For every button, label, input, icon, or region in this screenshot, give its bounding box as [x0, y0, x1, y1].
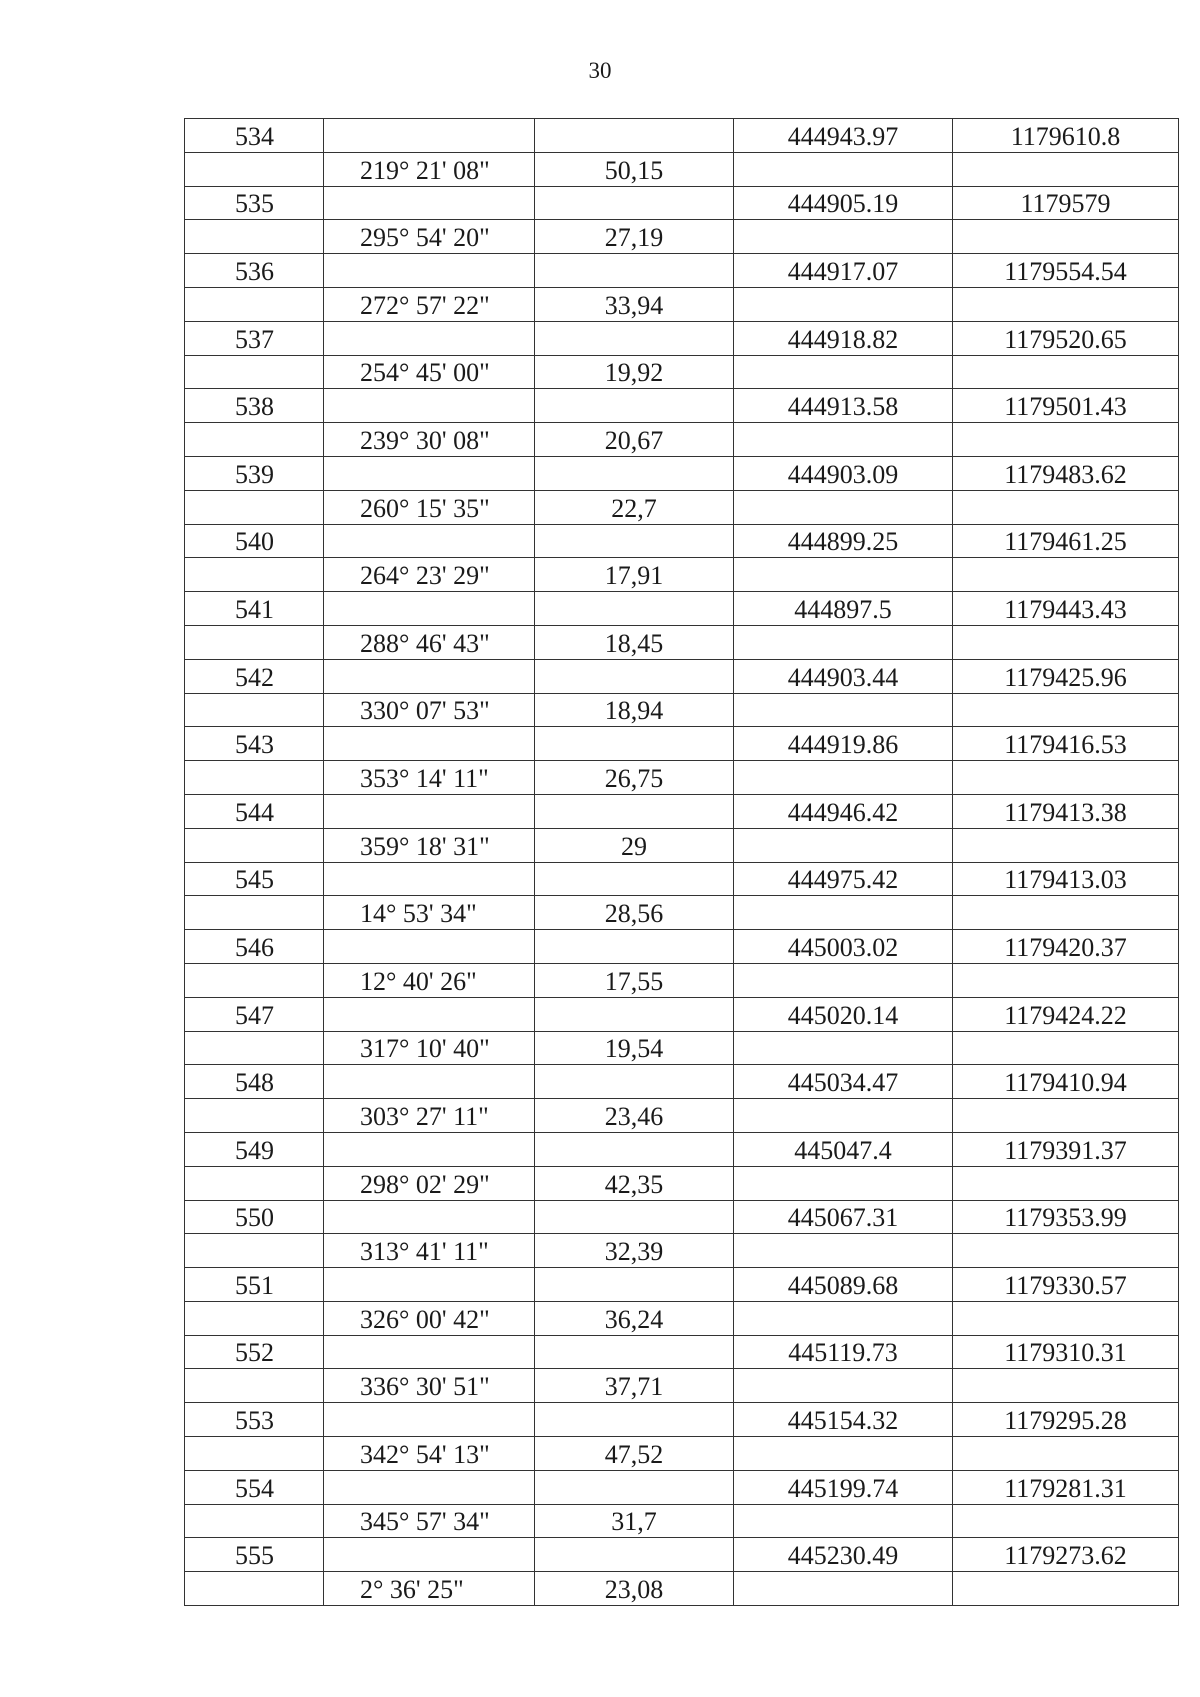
x-coordinate-cell: 445089.68	[734, 1268, 953, 1302]
direction-angle-cell: 345° 57' 34"	[324, 1504, 535, 1538]
empty-cell	[324, 119, 535, 153]
empty-cell	[734, 1166, 953, 1200]
empty-cell	[324, 321, 535, 355]
direction-angle-cell: 2° 36' 25"	[324, 1572, 535, 1606]
point-row	[185, 997, 1179, 1031]
empty-cell	[535, 1132, 734, 1166]
empty-cell	[953, 963, 1179, 997]
direction-angle-cell: 260° 15' 35"	[324, 490, 535, 524]
x-coordinate-cell: 444913.58	[734, 389, 953, 423]
point-row	[185, 727, 1179, 761]
point-number-cell: 537	[185, 321, 324, 355]
empty-cell	[535, 930, 734, 964]
distance-cell: 29	[535, 828, 734, 862]
x-coordinate-cell: 445067.31	[734, 1200, 953, 1234]
empty-cell	[535, 119, 734, 153]
empty-cell	[734, 693, 953, 727]
empty-cell	[953, 693, 1179, 727]
empty-cell	[185, 1572, 324, 1606]
distance-cell: 33,94	[535, 287, 734, 321]
distance-cell: 22,7	[535, 490, 734, 524]
segment-row	[185, 1369, 1179, 1403]
x-coordinate-cell: 445047.4	[734, 1132, 953, 1166]
empty-cell	[734, 220, 953, 254]
empty-cell	[324, 1268, 535, 1302]
point-number-cell: 551	[185, 1268, 324, 1302]
empty-cell	[535, 1335, 734, 1369]
point-number-cell: 539	[185, 456, 324, 490]
empty-cell	[953, 152, 1179, 186]
distance-cell: 32,39	[535, 1234, 734, 1268]
segment-row	[185, 625, 1179, 659]
point-number-cell: 538	[185, 389, 324, 423]
empty-cell	[953, 1437, 1179, 1471]
direction-angle-cell: 239° 30' 08"	[324, 423, 535, 457]
segment-row	[185, 1166, 1179, 1200]
distance-cell: 36,24	[535, 1301, 734, 1335]
point-row	[185, 1538, 1179, 1572]
segment-row	[185, 1031, 1179, 1065]
y-coordinate-cell: 1179281.31	[953, 1470, 1179, 1504]
x-coordinate-cell: 444917.07	[734, 254, 953, 288]
y-coordinate-cell: 1179273.62	[953, 1538, 1179, 1572]
empty-cell	[535, 794, 734, 828]
empty-cell	[185, 1234, 324, 1268]
point-row	[185, 254, 1179, 288]
distance-cell: 50,15	[535, 152, 734, 186]
y-coordinate-cell: 1179483.62	[953, 456, 1179, 490]
y-coordinate-cell: 1179443.43	[953, 592, 1179, 626]
empty-cell	[185, 1099, 324, 1133]
x-coordinate-cell: 444903.09	[734, 456, 953, 490]
segment-row	[185, 287, 1179, 321]
empty-cell	[535, 1538, 734, 1572]
empty-cell	[535, 254, 734, 288]
direction-angle-cell: 353° 14' 11"	[324, 761, 535, 795]
y-coordinate-cell: 1179424.22	[953, 997, 1179, 1031]
distance-cell: 23,08	[535, 1572, 734, 1606]
point-number-cell: 553	[185, 1403, 324, 1437]
segment-row	[185, 963, 1179, 997]
direction-angle-cell: 326° 00' 42"	[324, 1301, 535, 1335]
y-coordinate-cell: 1179410.94	[953, 1065, 1179, 1099]
distance-cell: 27,19	[535, 220, 734, 254]
empty-cell	[953, 1301, 1179, 1335]
empty-cell	[953, 1099, 1179, 1133]
x-coordinate-cell: 444899.25	[734, 524, 953, 558]
segment-row	[185, 1301, 1179, 1335]
empty-cell	[185, 693, 324, 727]
empty-cell	[953, 558, 1179, 592]
point-number-cell: 534	[185, 119, 324, 153]
empty-cell	[324, 1065, 535, 1099]
point-number-cell: 546	[185, 930, 324, 964]
empty-cell	[734, 558, 953, 592]
empty-cell	[324, 997, 535, 1031]
distance-cell: 31,7	[535, 1504, 734, 1538]
distance-cell: 18,45	[535, 625, 734, 659]
empty-cell	[185, 558, 324, 592]
empty-cell	[185, 152, 324, 186]
direction-angle-cell: 288° 46' 43"	[324, 625, 535, 659]
segment-row	[185, 355, 1179, 389]
empty-cell	[953, 1234, 1179, 1268]
segment-row	[185, 490, 1179, 524]
distance-cell: 28,56	[535, 896, 734, 930]
point-row	[185, 1200, 1179, 1234]
direction-angle-cell: 313° 41' 11"	[324, 1234, 535, 1268]
empty-cell	[535, 1268, 734, 1302]
direction-angle-cell: 12° 40' 26"	[324, 963, 535, 997]
x-coordinate-cell: 445034.47	[734, 1065, 953, 1099]
empty-cell	[734, 423, 953, 457]
direction-angle-cell: 219° 21' 08"	[324, 152, 535, 186]
direction-angle-cell: 272° 57' 22"	[324, 287, 535, 321]
point-number-cell: 554	[185, 1470, 324, 1504]
empty-cell	[535, 524, 734, 558]
empty-cell	[535, 1200, 734, 1234]
y-coordinate-cell: 1179579	[953, 186, 1179, 220]
y-coordinate-cell: 1179420.37	[953, 930, 1179, 964]
x-coordinate-cell: 445230.49	[734, 1538, 953, 1572]
distance-cell: 17,91	[535, 558, 734, 592]
point-number-cell: 543	[185, 727, 324, 761]
empty-cell	[324, 930, 535, 964]
y-coordinate-cell: 1179461.25	[953, 524, 1179, 558]
empty-cell	[734, 1099, 953, 1133]
distance-cell: 17,55	[535, 963, 734, 997]
empty-cell	[953, 1369, 1179, 1403]
distance-cell: 42,35	[535, 1166, 734, 1200]
point-number-cell: 540	[185, 524, 324, 558]
y-coordinate-cell: 1179416.53	[953, 727, 1179, 761]
segment-row	[185, 152, 1179, 186]
y-coordinate-cell: 1179353.99	[953, 1200, 1179, 1234]
empty-cell	[734, 1437, 953, 1471]
point-row	[185, 1132, 1179, 1166]
empty-cell	[185, 625, 324, 659]
segment-row	[185, 1234, 1179, 1268]
empty-cell	[734, 761, 953, 795]
y-coordinate-cell: 1179554.54	[953, 254, 1179, 288]
empty-cell	[535, 1470, 734, 1504]
empty-cell	[535, 186, 734, 220]
empty-cell	[734, 828, 953, 862]
empty-cell	[535, 659, 734, 693]
point-number-cell: 545	[185, 862, 324, 896]
point-number-cell: 542	[185, 659, 324, 693]
empty-cell	[185, 896, 324, 930]
empty-cell	[185, 220, 324, 254]
direction-angle-cell: 336° 30' 51"	[324, 1369, 535, 1403]
distance-cell: 37,71	[535, 1369, 734, 1403]
segment-row	[185, 423, 1179, 457]
segment-row	[185, 1437, 1179, 1471]
empty-cell	[324, 1200, 535, 1234]
empty-cell	[324, 659, 535, 693]
distance-cell: 18,94	[535, 693, 734, 727]
empty-cell	[953, 625, 1179, 659]
point-number-cell: 547	[185, 997, 324, 1031]
y-coordinate-cell: 1179520.65	[953, 321, 1179, 355]
point-row	[185, 862, 1179, 896]
direction-angle-cell: 264° 23' 29"	[324, 558, 535, 592]
empty-cell	[324, 186, 535, 220]
empty-cell	[953, 355, 1179, 389]
point-row	[185, 1065, 1179, 1099]
empty-cell	[185, 1504, 324, 1538]
y-coordinate-cell: 1179295.28	[953, 1403, 1179, 1437]
x-coordinate-cell: 444946.42	[734, 794, 953, 828]
empty-cell	[535, 862, 734, 896]
distance-cell: 20,67	[535, 423, 734, 457]
empty-cell	[953, 287, 1179, 321]
empty-cell	[324, 1538, 535, 1572]
empty-cell	[535, 456, 734, 490]
x-coordinate-cell: 444919.86	[734, 727, 953, 761]
direction-angle-cell: 303° 27' 11"	[324, 1099, 535, 1133]
point-row	[185, 794, 1179, 828]
empty-cell	[185, 963, 324, 997]
point-row	[185, 389, 1179, 423]
empty-cell	[734, 963, 953, 997]
empty-cell	[324, 794, 535, 828]
distance-cell: 19,92	[535, 355, 734, 389]
y-coordinate-cell: 1179425.96	[953, 659, 1179, 693]
empty-cell	[734, 1301, 953, 1335]
y-coordinate-cell: 1179310.31	[953, 1335, 1179, 1369]
empty-cell	[535, 727, 734, 761]
x-coordinate-cell: 444897.5	[734, 592, 953, 626]
empty-cell	[185, 1437, 324, 1471]
segment-row	[185, 220, 1179, 254]
empty-cell	[324, 862, 535, 896]
empty-cell	[734, 490, 953, 524]
point-number-cell: 550	[185, 1200, 324, 1234]
point-row	[185, 119, 1179, 153]
empty-cell	[535, 1065, 734, 1099]
point-row	[185, 456, 1179, 490]
segment-row	[185, 693, 1179, 727]
y-coordinate-cell: 1179413.38	[953, 794, 1179, 828]
empty-cell	[953, 1504, 1179, 1538]
distance-cell: 19,54	[535, 1031, 734, 1065]
empty-cell	[324, 1470, 535, 1504]
direction-angle-cell: 295° 54' 20"	[324, 220, 535, 254]
empty-cell	[734, 287, 953, 321]
x-coordinate-cell: 444975.42	[734, 862, 953, 896]
y-coordinate-cell: 1179330.57	[953, 1268, 1179, 1302]
y-coordinate-cell: 1179391.37	[953, 1132, 1179, 1166]
point-row	[185, 592, 1179, 626]
empty-cell	[324, 592, 535, 626]
empty-cell	[953, 1166, 1179, 1200]
segment-row	[185, 1572, 1179, 1606]
empty-cell	[734, 355, 953, 389]
point-number-cell: 544	[185, 794, 324, 828]
point-row	[185, 186, 1179, 220]
segment-row	[185, 1099, 1179, 1133]
coordinates-table	[184, 118, 1179, 1606]
empty-cell	[324, 1335, 535, 1369]
point-number-cell: 555	[185, 1538, 324, 1572]
empty-cell	[734, 896, 953, 930]
empty-cell	[734, 152, 953, 186]
empty-cell	[324, 727, 535, 761]
empty-cell	[185, 355, 324, 389]
empty-cell	[324, 1403, 535, 1437]
point-number-cell: 541	[185, 592, 324, 626]
x-coordinate-cell: 444905.19	[734, 186, 953, 220]
point-row	[185, 524, 1179, 558]
empty-cell	[953, 896, 1179, 930]
empty-cell	[185, 1166, 324, 1200]
segment-row	[185, 896, 1179, 930]
point-row	[185, 1335, 1179, 1369]
point-row	[185, 1470, 1179, 1504]
empty-cell	[953, 490, 1179, 524]
direction-angle-cell: 330° 07' 53"	[324, 693, 535, 727]
empty-cell	[535, 1403, 734, 1437]
empty-cell	[734, 1572, 953, 1606]
empty-cell	[324, 524, 535, 558]
empty-cell	[185, 1369, 324, 1403]
x-coordinate-cell: 445199.74	[734, 1470, 953, 1504]
point-row	[185, 930, 1179, 964]
empty-cell	[324, 1132, 535, 1166]
empty-cell	[535, 321, 734, 355]
empty-cell	[953, 423, 1179, 457]
y-coordinate-cell: 1179610.8	[953, 119, 1179, 153]
empty-cell	[734, 1031, 953, 1065]
direction-angle-cell: 14° 53' 34"	[324, 896, 535, 930]
point-row	[185, 321, 1179, 355]
x-coordinate-cell: 445003.02	[734, 930, 953, 964]
point-row	[185, 1403, 1179, 1437]
direction-angle-cell: 298° 02' 29"	[324, 1166, 535, 1200]
x-coordinate-cell: 445020.14	[734, 997, 953, 1031]
empty-cell	[734, 1369, 953, 1403]
point-number-cell: 535	[185, 186, 324, 220]
direction-angle-cell: 342° 54' 13"	[324, 1437, 535, 1471]
empty-cell	[734, 1234, 953, 1268]
distance-cell: 26,75	[535, 761, 734, 795]
empty-cell	[953, 761, 1179, 795]
segment-row	[185, 558, 1179, 592]
page-number: 30	[588, 58, 612, 83]
distance-cell: 23,46	[535, 1099, 734, 1133]
distance-cell: 47,52	[535, 1437, 734, 1471]
empty-cell	[324, 254, 535, 288]
empty-cell	[324, 389, 535, 423]
empty-cell	[953, 1031, 1179, 1065]
point-number-cell: 548	[185, 1065, 324, 1099]
x-coordinate-cell: 444918.82	[734, 321, 953, 355]
direction-angle-cell: 359° 18' 31"	[324, 828, 535, 862]
empty-cell	[535, 592, 734, 626]
empty-cell	[535, 389, 734, 423]
segment-row	[185, 761, 1179, 795]
empty-cell	[185, 828, 324, 862]
coordinates-table-body	[185, 119, 1179, 1606]
direction-angle-cell: 254° 45' 00"	[324, 355, 535, 389]
segment-row	[185, 828, 1179, 862]
empty-cell	[185, 287, 324, 321]
point-row	[185, 1268, 1179, 1302]
empty-cell	[324, 456, 535, 490]
x-coordinate-cell: 444943.97	[734, 119, 953, 153]
point-row	[185, 659, 1179, 693]
empty-cell	[734, 1504, 953, 1538]
empty-cell	[953, 1572, 1179, 1606]
y-coordinate-cell: 1179413.03	[953, 862, 1179, 896]
empty-cell	[953, 220, 1179, 254]
point-number-cell: 549	[185, 1132, 324, 1166]
x-coordinate-cell: 445154.32	[734, 1403, 953, 1437]
empty-cell	[535, 997, 734, 1031]
empty-cell	[185, 423, 324, 457]
empty-cell	[734, 625, 953, 659]
y-coordinate-cell: 1179501.43	[953, 389, 1179, 423]
empty-cell	[185, 490, 324, 524]
empty-cell	[953, 828, 1179, 862]
point-number-cell: 552	[185, 1335, 324, 1369]
x-coordinate-cell: 444903.44	[734, 659, 953, 693]
empty-cell	[185, 761, 324, 795]
x-coordinate-cell: 445119.73	[734, 1335, 953, 1369]
empty-cell	[185, 1031, 324, 1065]
point-number-cell: 536	[185, 254, 324, 288]
empty-cell	[185, 1301, 324, 1335]
segment-row	[185, 1504, 1179, 1538]
direction-angle-cell: 317° 10' 40"	[324, 1031, 535, 1065]
